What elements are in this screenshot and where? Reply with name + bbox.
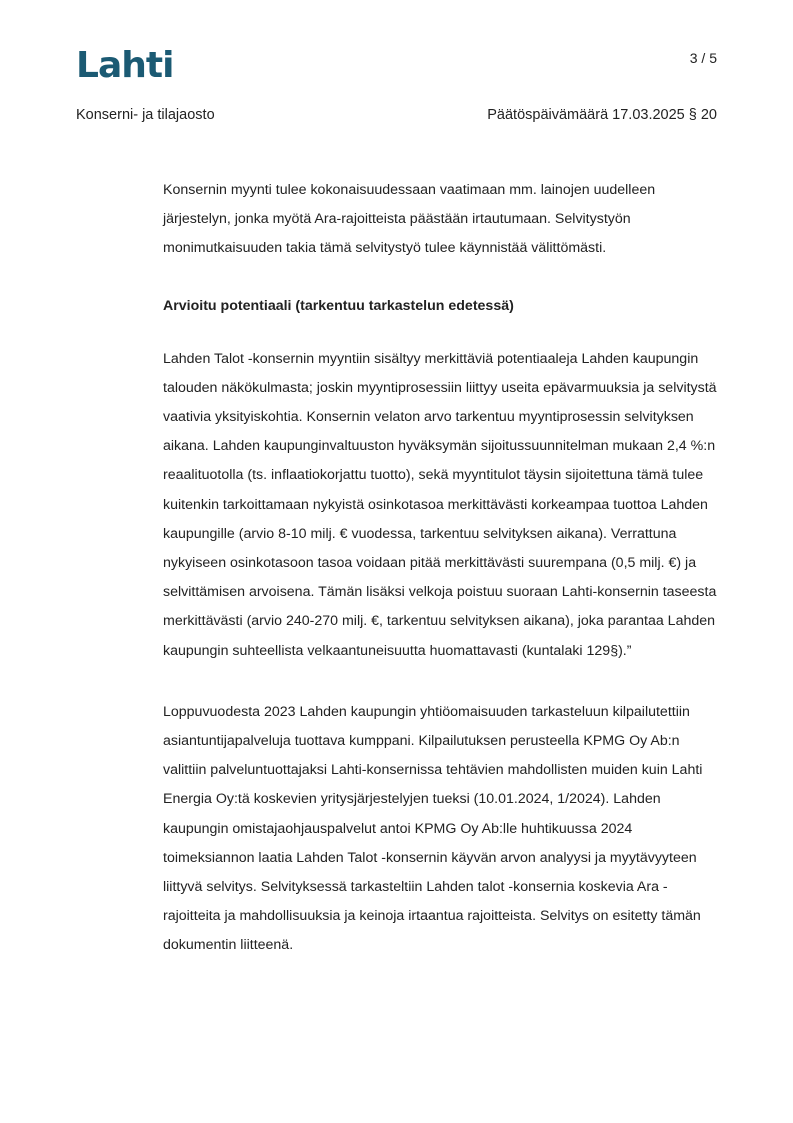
paragraph-2: Lahden Talot -konsernin myyntiin sisältyy merkittäviä potentiaaleja Lahden kaupungin talouden näkökulmasta; joskin myyntiprosessiin liittyy useita epävarmuuksia ja selvitystä vaativia yksityiskohtia. Konsernin velaton arvo tarkentuu myyntiprosessin selvityksen aikana. Lahden kaupunginvaltuuston hyväksymän sijoitussuunnitelman mukaan 2,4 %:n reaalituotolla (ts. inflaatiokorjattu tuotto), sekä myyntitulot täysin sijoitettuna tämä tulee kuitenkin tarkoittamaan nykyistä osinkotasoa merkittävästi korkeampaa tuottoa Lahden kaupungille (arvio 8-10 milj. € vuodessa, tarkentuu selvityksen aikana). Verrattuna nykyiseen osinkotasoon tasoa voidaan pitää merkittävästi suurempana (0,5 milj. €) ja selvittämisen arvoisena. Tämän lisäksi velkoja poistuu suoraan Lahti-konsernin taseesta merkittävästi (arvio 240-270 milj. €, tarkentuu selvityksen aikana), joka parantaa Lahden kaupungin suhteellista velkaantuneisuutta huomattavasti (kuntalaki 129§).”	[163, 350, 717, 659]
page-number: 3 / 5	[689, 50, 717, 66]
decision-date: Päätöspäivämäärä 17.03.2025 § 20	[487, 107, 717, 123]
body-name: Konserni- ja tilajaosto	[76, 107, 215, 123]
lahti-logo: Lahti	[76, 45, 174, 86]
paragraph-1: Konsernin myynti tulee kokonaisuudessaan vaatimaan mm. lainojen uudelleen järjestelyn, jonka myötä Ara-rajoitteista päästään irtautumaan. Selvitystyön monimutkaisuuden takia tämä selvitystyö tulee käynnistää välittömästi.	[163, 182, 656, 257]
document-body	[163, 176, 723, 990]
section-heading: Arvioitu potentiaali (tarkentuu tarkastelun edetessä)	[163, 297, 514, 314]
paragraph-3: Loppuvuodesta 2023 Lahden kaupungin yhtiöomaisuuden tarkasteluun kilpailutettiin asiantuntijapalveluja tuottava kumppani. Kilpailutuksen perusteella KPMG Oy Ab:n valittiin palveluntuottajaksi Lahti-konsernissa tehtävien mahdollisten muiden kuin Lahti Energia Oy:tä koskevien yritysjärjestelyjen tueksi (10.01.2024, 1/2024). Lahden kaupungin omistajaohjauspalvelut antoi KPMG Oy Ab:lle huhtikuussa 2024 toimeksiannon laatia Lahden Talot -konsernin käyvän arvon analyysi ja myytävyyteen liittyvä selvitys. Selvityksessä tarkasteltiin Lahden talot -konsernia koskevia Ara -rajoitteita ja mahdollisuuksia ja keinoja irtaantua rajoitteista. Selvitys on esitetty tämän dokumentin liitteenä.	[163, 703, 703, 954]
